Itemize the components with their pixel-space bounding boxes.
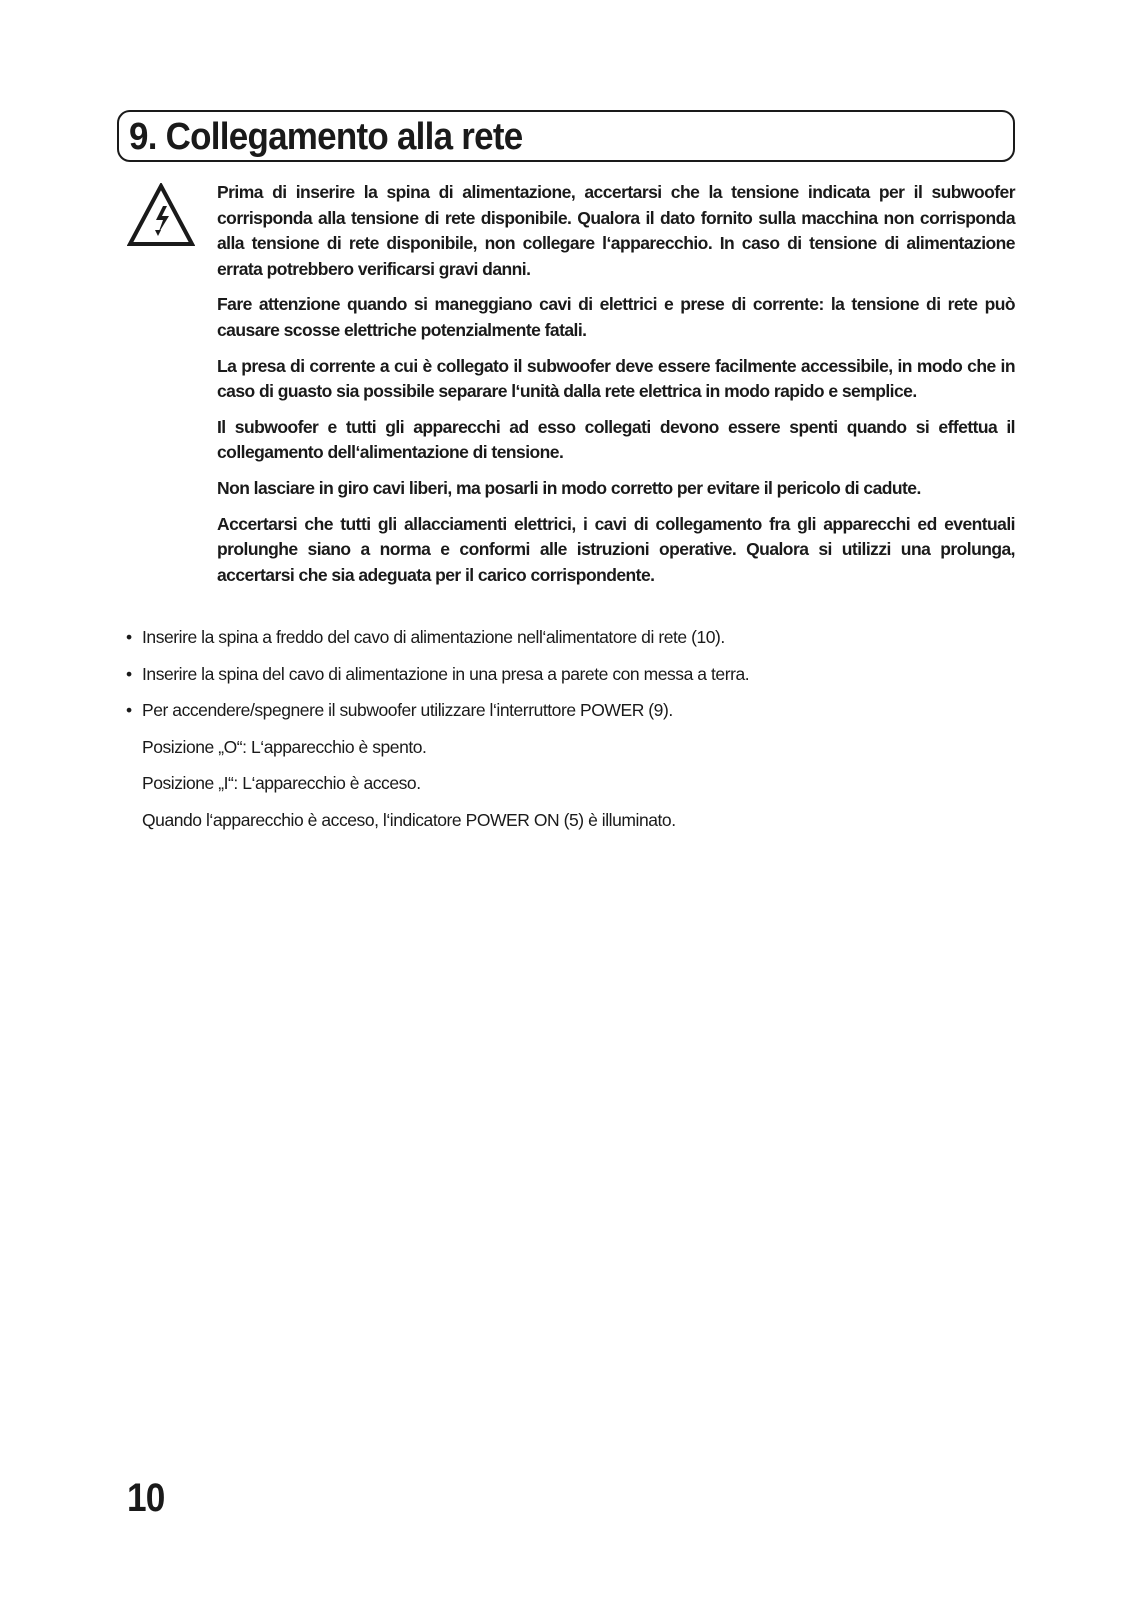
switch-position-note: Posizione „O“: L‘apparecchio è spento.	[142, 736, 427, 757]
warning-paragraph: La presa di corrente a cui è collegato il subwoofer deve essere facilmente accessibile, in modo che in caso di guasto sia possibile separare l‘unità dalla rete elettrica in modo rapido e semplice.	[217, 355, 1015, 402]
instruction-item	[126, 697, 1016, 723]
power-indicator-note: Quando l‘apparecchio è acceso, l‘indicatore POWER ON (5) è illuminato.	[142, 809, 676, 830]
bullet-icon: •	[126, 627, 132, 647]
warning-paragraph: Prima di inserire la spina di alimentazione, accertarsi che la tensione indicata per il subwoofer corrisponda alla tensione di rete disponibile. Qualora il dato fornito sulla macchina non corrisponda alla tensione di rete disponibile, non collegare l‘apparecchio. In caso di tensione di alimentazione errata potrebbero verificarsi gravi danni.	[217, 182, 1015, 279]
section-title: 9. Collegamento alla rete	[129, 116, 523, 158]
bullet-icon: •	[126, 663, 132, 684]
connection-instructions	[126, 624, 1016, 844]
warning-paragraph: Non lasciare in giro cavi liberi, ma posarli in modo corretto per evitare il pericolo di cadute.	[217, 477, 921, 498]
instruction-text: Inserire la spina a freddo del cavo di alimentazione nell‘alimentatore di rete (10).	[142, 627, 725, 647]
section-header	[117, 110, 1015, 162]
warning-paragraph: Il subwoofer e tutti gli apparecchi ad esso collegati devono essere spenti quando si effettua il collegamento dell‘alimentazione di tensione.	[217, 416, 1015, 463]
bullet-icon: •	[126, 700, 132, 721]
electric-hazard-warning-icon	[127, 183, 195, 247]
warning-paragraph: Accertarsi che tutti gli allacciamenti elettrici, i cavi di collegamento fra gli apparecchi ed eventuali prolunghe siano a norma e conformi alle istruzioni operative. Qualora si utilizzi una prolunga, accertarsi che sia adeguata per il carico corrispondente.	[217, 513, 1015, 585]
instruction-text: Per accendere/spegnere il subwoofer utilizzare l‘interruttore POWER (9).	[142, 700, 673, 721]
switch-position-note: Posizione „I“: L‘apparecchio è acceso.	[142, 773, 421, 794]
instruction-text: Inserire la spina del cavo di alimentazione in una presa a parete con messa a terra.	[142, 663, 750, 684]
warning-paragraph: Fare attenzione quando si maneggiano cavi di elettrici e prese di corrente: la tensione di rete può causare scosse elettriche potenzialmente fatali.	[217, 294, 1015, 340]
instruction-item	[126, 661, 1016, 687]
instruction-item	[126, 624, 1016, 650]
safety-warnings	[217, 180, 1015, 598]
page-number: 10	[127, 1476, 165, 1520]
